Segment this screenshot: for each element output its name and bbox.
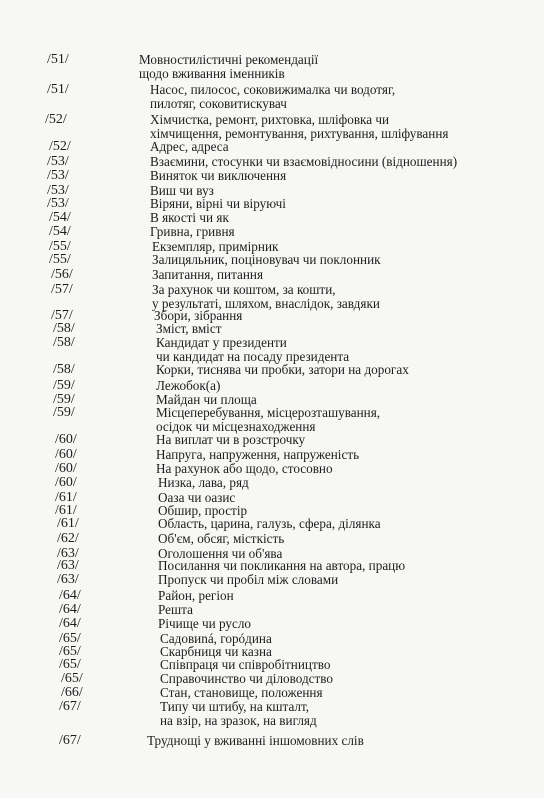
- entry-title-line: Зміст, вміст: [156, 321, 222, 336]
- entry-title-line: Садовиná, горóдина: [160, 631, 272, 646]
- entry-title-line: На виплат чи в розстрочку: [156, 432, 306, 447]
- entry-title-line: Стан, становище, положення: [160, 685, 323, 700]
- entry-title-line: В якості чи як: [150, 210, 229, 225]
- entry-title-line: Насос, пилосос, соковижималка чи водотяг,: [150, 82, 396, 97]
- page-number: /61/: [57, 516, 79, 531]
- entry-title-line: Запитання, питання: [152, 267, 264, 282]
- entry-title-line: Напруга, напруження, напруженість: [156, 447, 360, 462]
- page-number: /66/: [61, 685, 83, 700]
- entry-title-line: Місцеперебування, місцерозташування,: [156, 405, 381, 420]
- page-number: /61/: [55, 503, 77, 518]
- entry-title-line: На рахунок або щодо, стосовно: [156, 461, 333, 476]
- entry-title-line: Труднощі у вживанні іншомовних слів: [147, 733, 364, 748]
- entry-title-line: Пропуск чи пробіл між словами: [158, 572, 339, 587]
- entry-title: [158, 603, 193, 617]
- entry-title-line: Екземпляр, примірник: [152, 239, 279, 254]
- entry-title-line: чи кандидат на посаду президента: [156, 348, 350, 364]
- page-number: /64/: [59, 616, 81, 631]
- entry-title: [156, 379, 220, 393]
- entry-title-line: Район, регіон: [158, 588, 234, 603]
- page-number: /63/: [57, 558, 79, 573]
- entry-title: [139, 53, 318, 80]
- entry-title-line: Віряни, вірні чи віруючі: [150, 196, 286, 211]
- entry-title-line: Кандидат у президенти: [156, 335, 287, 350]
- entry-title-line: Виняток чи виключення: [150, 168, 287, 183]
- page-number: /64/: [59, 588, 81, 603]
- entry-title: [152, 283, 380, 310]
- page-number: /57/: [51, 308, 73, 323]
- entry-title-line: Мовностилістичні рекомендації: [139, 52, 319, 67]
- page-number: /53/: [47, 183, 69, 198]
- entry-title: [150, 83, 395, 110]
- entry-title: [150, 140, 229, 154]
- page-number: /51/: [47, 82, 69, 97]
- entry-title: [150, 169, 286, 183]
- entry-title-line: на взір, на зразок, на вигляд: [160, 712, 317, 728]
- page-number: /65/: [59, 657, 81, 672]
- entry-title-line: хімчищення, ремонтування, рихтування, шліфування: [150, 125, 449, 141]
- entry-title: [158, 573, 338, 587]
- entry-title-line: осідок чи місцезнаходження: [156, 418, 316, 434]
- entry-title-line: Об'єм, обсяг, місткість: [158, 531, 285, 546]
- entry-title-line: Справочинство чи діловодство: [160, 671, 334, 686]
- entry-title-line: пилотяг, соковитискувач: [150, 95, 287, 111]
- entry-title-line: Адрес, адреса: [150, 139, 229, 154]
- entry-title: [152, 268, 263, 282]
- page-number: /54/: [49, 210, 71, 225]
- entry-title: [156, 363, 409, 377]
- page-number: /58/: [53, 335, 75, 350]
- entry-title: [156, 462, 333, 476]
- page-number: /63/: [57, 546, 79, 561]
- entry-title-line: Гривна, гривня: [150, 224, 235, 239]
- entry-title-line: За рахунок чи коштом, за кошти,: [152, 282, 336, 297]
- entry-title: [158, 476, 249, 490]
- entry-title: [158, 517, 381, 531]
- entry-title: [150, 155, 457, 169]
- entry-title: [160, 686, 323, 700]
- entry-title-line: Співпраця чи співробітництво: [160, 657, 331, 672]
- page-number: /60/: [55, 475, 77, 490]
- page-number: /53/: [47, 168, 69, 183]
- page-number: /52/: [49, 139, 71, 154]
- entry-title-line: Річище чи русло: [158, 616, 252, 631]
- page-number: /65/: [59, 644, 81, 659]
- page-number: /57/: [51, 282, 73, 297]
- page-number: /61/: [55, 490, 77, 505]
- page-number: /60/: [55, 432, 77, 447]
- entry-title: [158, 617, 251, 631]
- entry-title-line: у результаті, шляхом, внаслідок, завдяки: [152, 295, 380, 311]
- page-number: /67/: [59, 699, 81, 714]
- entry-title: [160, 672, 333, 686]
- entry-title: [158, 559, 405, 573]
- entry-title: [158, 532, 284, 546]
- entry-title-line: Область, царина, галузь, сфера, ділянка: [158, 516, 381, 531]
- entry-title: [150, 197, 286, 211]
- entry-title: [156, 448, 359, 462]
- entry-title-line: Майдан чи площа: [156, 392, 257, 407]
- page-number: /59/: [53, 378, 75, 393]
- entry-title-line: Скарбниця чи казна: [160, 644, 272, 659]
- entry-title: [160, 658, 330, 672]
- entry-title: [147, 734, 364, 748]
- page-number: /62/: [57, 531, 79, 546]
- entry-title: [156, 336, 349, 363]
- entry-title-line: Обшир, простір: [158, 503, 248, 518]
- entry-title-line: Оаза чи оазис: [158, 490, 236, 505]
- page-number: /54/: [49, 224, 71, 239]
- entry-title: [150, 225, 235, 239]
- entry-title-line: Взаємини, стосунки чи взаємовідносини (відношення): [150, 154, 458, 169]
- entry-title-line: Корки, тиснява чи пробки, затори на дорогах: [156, 362, 409, 377]
- page-number: /53/: [47, 154, 69, 169]
- entry-title-line: Решта: [158, 602, 193, 617]
- page-number: /63/: [57, 572, 79, 587]
- page-number: /59/: [53, 405, 75, 420]
- entry-title: [156, 406, 380, 433]
- page-number: /64/: [59, 602, 81, 617]
- entry-title-line: Лежобок(а): [156, 378, 221, 393]
- page-number: /67/: [59, 733, 81, 748]
- page-number: /53/: [47, 196, 69, 211]
- entry-title-line: Низка, лава, ряд: [158, 475, 249, 490]
- entry-title-line: Залицяльник, поціновувач чи поклонник: [152, 252, 381, 267]
- page-number: /58/: [53, 362, 75, 377]
- page-number: /51/: [47, 52, 69, 67]
- entry-title-line: Посилання чи покликання на автора, працю: [158, 558, 406, 573]
- page-number: /58/: [53, 321, 75, 336]
- entry-title-line: Типу чи штибу, на кшталт,: [160, 699, 310, 714]
- entry-title: [158, 589, 234, 603]
- entry-title: [150, 211, 229, 225]
- page-number: /65/: [59, 631, 81, 646]
- entry-title-line: щодо вживання іменників: [139, 65, 285, 81]
- entry-title: [156, 322, 221, 336]
- page-number: /55/: [49, 252, 71, 267]
- entry-title: [160, 700, 317, 727]
- entry-title: [152, 253, 381, 267]
- page-number: /55/: [49, 239, 71, 254]
- page-number: /59/: [53, 392, 75, 407]
- entry-title: [156, 433, 305, 447]
- page-number: /60/: [55, 461, 77, 476]
- page-number: /60/: [55, 447, 77, 462]
- page-number: /56/: [51, 267, 73, 282]
- page-number: /52/: [45, 112, 67, 127]
- entry-title-line: Хімчистка, ремонт, рихтовка, шліфовка чи: [150, 112, 390, 127]
- entry-title-line: Збори, зібрання: [154, 308, 243, 323]
- page-number: /65/: [61, 671, 83, 686]
- entry-title: [150, 113, 448, 140]
- entry-title-line: Оголошення чи об'ява: [158, 546, 283, 561]
- entry-title-line: Виш чи вуз: [150, 183, 214, 198]
